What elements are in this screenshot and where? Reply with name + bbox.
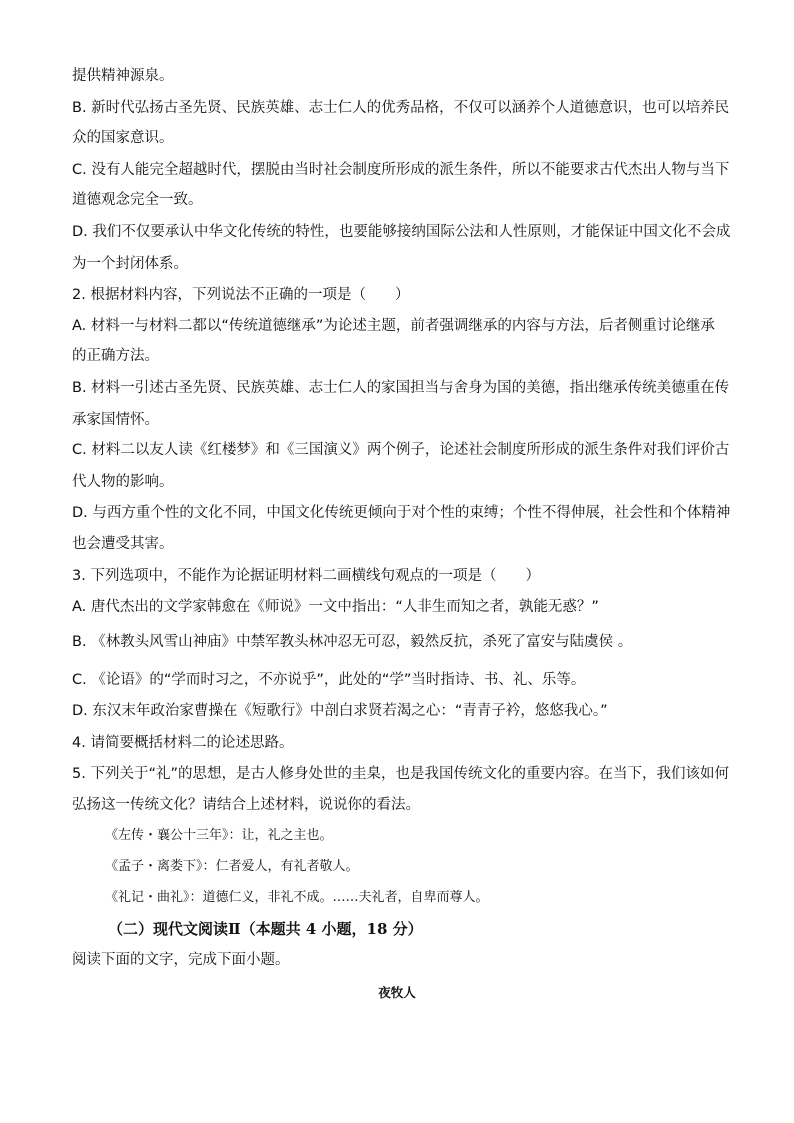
instruction-text: 阅读下面的文字，完成下面小题。	[72, 952, 290, 968]
text-line: 道德观念完全一致。	[72, 192, 203, 208]
q2-option-c-line-1: C. 材料二以友人读《红楼梦》和《三国演义》两个例子，论述社会制度所形成的派生条件对我们评价古	[72, 442, 730, 458]
question-2: 2. 根据材料内容，下列说法不正确的一项是（ ）	[72, 287, 410, 303]
text-line: 的正确方法。	[72, 348, 159, 364]
section-heading: （二）现代文阅读Ⅱ（本题共 4 小题，18 分）	[108, 920, 423, 938]
quote-zuozhuan: 《左传・襄公十三年》：让，礼之主也。	[105, 828, 333, 843]
q3-option-a: A. 唐代杰出的文学家韩愈在《师说》一文中指出：“人非生而知之者，孰能无惑？”	[72, 599, 599, 615]
option-d-line-1: D. 我们不仅要承认中华文化传统的特性，也要能够接纳国际公法和人性原则，才能保证中国文化不会成	[72, 224, 731, 240]
question-5-line-2: 弘扬这一传统文化？请结合上述材料，说说你的看法。	[72, 797, 420, 813]
question-3: 3. 下列选项中，不能作为论据证明材料二画横线句观点的一项是（ ）	[72, 568, 540, 584]
q3-option-b: B. 《林教头风雪山神庙》中禁军教头林冲忍无可忍，毅然反抗，杀死了富安与陆虞侯 。	[72, 634, 633, 650]
text-line: 为一个封闭体系。	[72, 256, 188, 272]
option-b-line-1: B. 新时代弘扬古圣先贤、民族英雄、志士仁人的优秀品格，不仅可以涵养个人道德意识，也可以培养民	[72, 100, 730, 116]
text-line: 众的国家意识。	[72, 130, 174, 146]
question-5-line-1: 5. 下列关于“礼”的思想，是古人修身处世的圭臬，也是我国传统文化的重要内容。在当下，我们该如何	[72, 766, 729, 782]
question-4: 4. 请简要概括材料二的论述思路。	[72, 735, 294, 751]
q3-option-d: D. 东汉末年政治家曹操在《短歌行》中剖白求贤若渴之心：“青青子衿，悠悠我心。”	[72, 703, 608, 719]
q2-option-a-line-1: A. 材料一与材料二都以“传统道德继承”为论述主题，前者强调继承的内容与方法，后者侧重讨论继承	[72, 318, 715, 334]
q3-option-c: C. 《论语》的“学而时习之，不亦说乎”，此处的“学”当时指诗、书、礼、乐等。	[72, 672, 586, 688]
q2-option-b-line-1: B. 材料一引述古圣先贤、民族英雄、志士仁人的家国担当与舍身为国的美德，指出继承传统美德重在传	[72, 380, 730, 396]
text-line: 承家国情怀。	[72, 412, 159, 428]
passage-title: 夜牧人	[378, 985, 416, 1000]
quote-liji: 《礼记・曲礼》：道德仁义，非礼不成。……夫礼者，自卑而尊人。	[105, 890, 489, 905]
text-line: 代人物的影响。	[72, 474, 174, 490]
quote-mengzi: 《孟子・离娄下》：仁者爱人，有礼者敬人。	[105, 859, 359, 874]
option-c-line-1: C. 没有人能完全超越时代，摆脱由当时社会制度所形成的派生条件，所以不能要求古代杰出人物与当下	[72, 162, 730, 178]
q2-option-d-line-1: D. 与西方重个性的文化不同，中国文化传统更倾向于对个性的束缚；个性不得伸展，社会性和个体精神	[72, 505, 731, 521]
text-line: 提供精神源泉。	[72, 68, 174, 84]
text-line: 也会遭受其害。	[72, 536, 174, 552]
